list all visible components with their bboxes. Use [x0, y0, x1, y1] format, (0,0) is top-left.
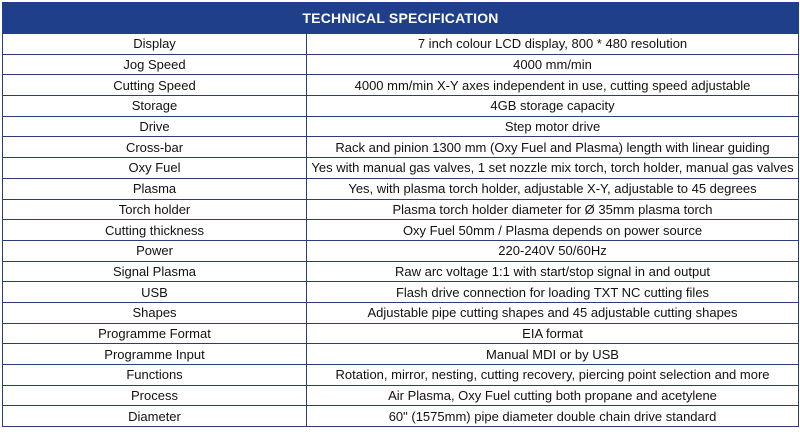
spec-label: Functions [3, 365, 307, 386]
spec-value: Plasma torch holder diameter for Ø 35mm plasma torch [307, 199, 799, 220]
table-row [3, 385, 799, 406]
table-row [3, 116, 799, 137]
spec-value: 4GB storage capacity [307, 96, 799, 117]
spec-label: Cutting thickness [3, 220, 307, 241]
spec-label: USB [3, 282, 307, 303]
spec-value: 7 inch colour LCD display, 800 * 480 resolution [307, 34, 799, 55]
spec-value: Adjustable pipe cutting shapes and 45 adjustable cutting shapes [307, 302, 799, 323]
spec-label: Drive [3, 116, 307, 137]
spec-value: EIA format [307, 323, 799, 344]
spec-label: Storage [3, 96, 307, 117]
table-row [3, 261, 799, 282]
spec-label: Signal Plasma [3, 261, 307, 282]
table-row [3, 178, 799, 199]
spec-table [2, 2, 799, 427]
spec-value: Step motor drive [307, 116, 799, 137]
table-row [3, 240, 799, 261]
spec-body [3, 34, 799, 427]
spec-label: Shapes [3, 302, 307, 323]
spec-label: Oxy Fuel [3, 158, 307, 179]
spec-value: Raw arc voltage 1:1 with start/stop signal in and output [307, 261, 799, 282]
spec-value: Yes with manual gas valves, 1 set nozzle mix torch, torch holder, manual gas valves [307, 158, 799, 179]
spec-value: Flash drive connection for loading TXT NC cutting files [307, 282, 799, 303]
table-row [3, 302, 799, 323]
spec-value: Air Plasma, Oxy Fuel cutting both propane and acetylene [307, 385, 799, 406]
spec-value: Manual MDI or by USB [307, 344, 799, 365]
spec-value: Oxy Fuel 50mm / Plasma depends on power source [307, 220, 799, 241]
table-row [3, 323, 799, 344]
table-row [3, 365, 799, 386]
spec-value: Rotation, mirror, nesting, cutting recovery, piercing point selection and more [307, 365, 799, 386]
spec-label: Jog Speed [3, 54, 307, 75]
table-row [3, 220, 799, 241]
table-row [3, 75, 799, 96]
spec-label: Diameter [3, 406, 307, 427]
spec-label: Cross-bar [3, 137, 307, 158]
spec-label: Cutting Speed [3, 75, 307, 96]
table-row [3, 158, 799, 179]
spec-label: Torch holder [3, 199, 307, 220]
table-row [3, 344, 799, 365]
table-row [3, 34, 799, 55]
spec-header-row [3, 3, 799, 34]
table-row [3, 137, 799, 158]
spec-label: Process [3, 385, 307, 406]
table-row [3, 406, 799, 427]
spec-value: 60" (1575mm) pipe diameter double chain drive standard [307, 406, 799, 427]
spec-label: Programme Format [3, 323, 307, 344]
spec-label: Plasma [3, 178, 307, 199]
spec-value: Rack and pinion 1300 mm (Oxy Fuel and Plasma) length with linear guiding [307, 137, 799, 158]
table-row [3, 96, 799, 117]
spec-label: Display [3, 34, 307, 55]
table-row [3, 54, 799, 75]
spec-value: Yes, with plasma torch holder, adjustable X-Y, adjustable to 45 degrees [307, 178, 799, 199]
spec-value: 4000 mm/min [307, 54, 799, 75]
spec-label: Power [3, 240, 307, 261]
table-row [3, 282, 799, 303]
spec-label: Programme Input [3, 344, 307, 365]
spec-value: 4000 mm/min X-Y axes independent in use, cutting speed adjustable [307, 75, 799, 96]
table-row [3, 199, 799, 220]
spec-title: TECHNICAL SPECIFICATION [3, 3, 799, 34]
spec-value: 220-240V 50/60Hz [307, 240, 799, 261]
